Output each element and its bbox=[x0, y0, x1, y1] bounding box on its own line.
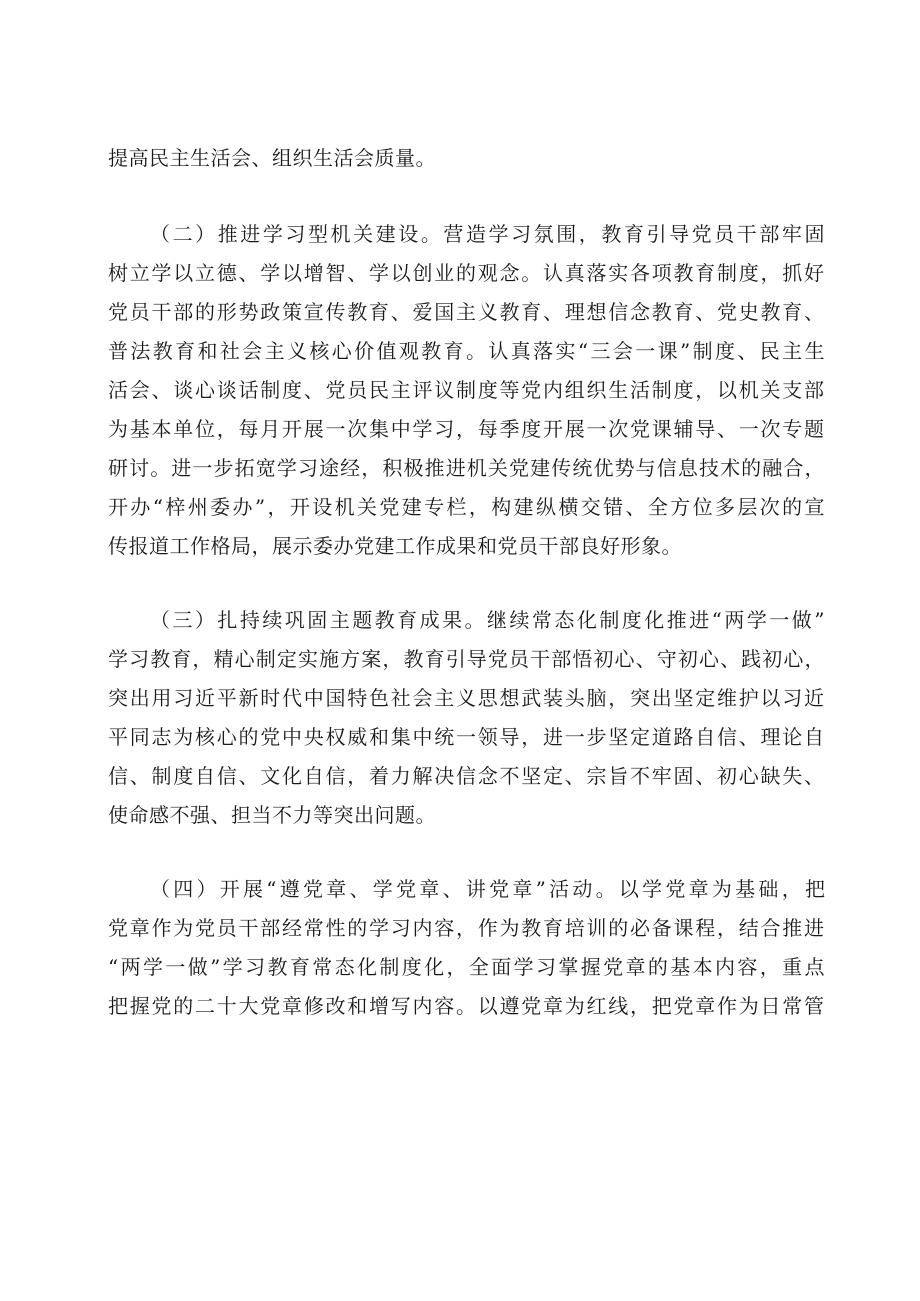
text-line: 把握党的二十大党章修改和增写内容。以遵党章为红线，把党章作为日常管 bbox=[108, 994, 826, 1018]
text-line: 传报道工作格局，展示委办党建工作成果和党员干部良好形象。 bbox=[108, 534, 682, 558]
text-line: 平同志为核心的党中央权威和集中统一领导，进一步坚定道路自信、理论自 bbox=[108, 725, 826, 749]
text-line: 活会、谈心谈话制度、党员民主评议制度等党内组织生活制度，以机关支部 bbox=[108, 378, 826, 402]
text-line: （二）推进学习型机关建设。营造学习氛围，教育引导党员干部牢固 bbox=[150, 222, 828, 246]
text-line: 党章作为党员干部经常性的学习内容，作为教育培训的必备课程，结合推进 bbox=[108, 916, 826, 940]
text-line: 为基本单位，每月开展一次集中学习，每季度开展一次党课辅导、一次专题 bbox=[108, 417, 826, 441]
text-line: 树立学以立德、学以增智、学以创业的观念。认真落实各项教育制度，抓好 bbox=[108, 261, 826, 285]
text-line: 开办“梓州委办”，开设机关党建专栏，构建纵横交错、全方位多层次的宣 bbox=[108, 495, 827, 519]
text-line: 信、制度自信、文化自信，着力解决信念不坚定、宗旨不牢固、初心缺失、 bbox=[108, 764, 826, 788]
text-line: （四）开展“遵党章、学党章、讲党章”活动。以学党章为基础，把 bbox=[150, 877, 829, 901]
text-line: 突出用习近平新时代中国特色社会主义思想武装头脑，突出坚定维护以习近 bbox=[108, 686, 826, 710]
text-line: 学习教育，精心制定实施方案，教育引导党员干部悟初心、守初心、践初心， bbox=[108, 647, 826, 671]
text-line: （三）扎持续巩固主题教育成果。继续常态化制度化推进“两学一做” bbox=[150, 608, 827, 632]
text-line: 提高民主生活会、组织生活会质量。 bbox=[108, 146, 436, 170]
text-line: 党员干部的形势政策宣传教育、爱国主义教育、理想信念教育、党史教育、 bbox=[108, 300, 826, 324]
text-line: “两学一做”学习教育常态化制度化，全面学习掌握党章的基本内容，重点 bbox=[108, 955, 827, 979]
text-line: 研讨。进一步拓宽学习途经，积极推进机关党建传统优势与信息技术的融合， bbox=[108, 456, 826, 480]
text-line: 使命感不强、担当不力等突出问题。 bbox=[108, 803, 436, 827]
text-line: 普法教育和社会主义核心价值观教育。认真落实“三会一课”制度、民主生 bbox=[108, 339, 827, 363]
